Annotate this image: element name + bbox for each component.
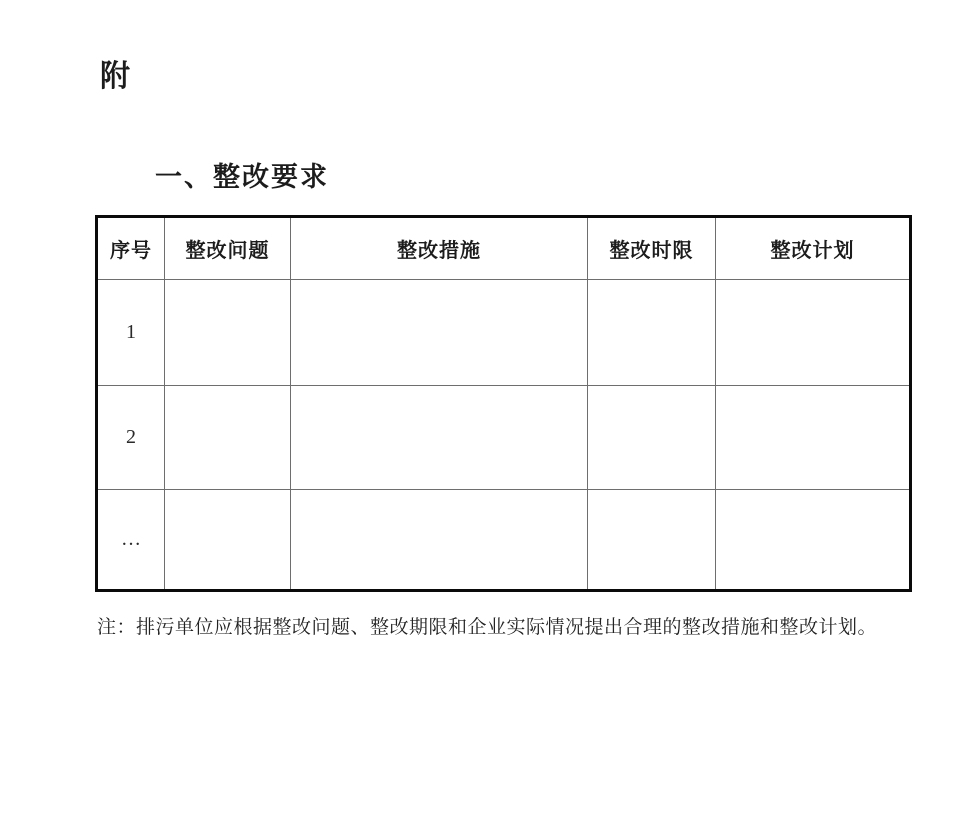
table-row — [97, 280, 911, 386]
header-cell-measures: 整改措施 — [291, 217, 588, 280]
attachment-label: 附 — [100, 60, 131, 93]
empty-cell — [716, 490, 911, 591]
table-row — [97, 490, 911, 591]
empty-cell — [165, 490, 291, 591]
table-row — [97, 386, 911, 490]
empty-cell — [291, 490, 588, 591]
header-cell-problem: 整改问题 — [165, 217, 291, 280]
empty-cell — [716, 280, 911, 386]
header-cell-plan: 整改计划 — [716, 217, 911, 280]
serial-cell: 1 — [97, 280, 165, 386]
empty-cell — [716, 386, 911, 490]
header-cell-serial: 序号 — [97, 217, 165, 280]
empty-cell — [588, 386, 716, 490]
empty-cell — [291, 280, 588, 386]
empty-cell — [588, 490, 716, 591]
empty-cell — [165, 386, 291, 490]
empty-cell — [588, 280, 716, 386]
empty-cell — [165, 280, 291, 386]
serial-cell: 2 — [97, 386, 165, 490]
footnote-text: 注：排污单位应根据整改问题、整改期限和企业实际情况提出合理的整改措施和整改计划。 — [97, 617, 878, 638]
rectification-requirements-table — [95, 215, 912, 592]
empty-cell — [291, 386, 588, 490]
serial-cell: … — [97, 490, 165, 591]
section-title: 一、整改要求 — [155, 162, 329, 192]
table-header-row — [97, 217, 911, 280]
header-cell-deadline: 整改时限 — [588, 217, 716, 280]
